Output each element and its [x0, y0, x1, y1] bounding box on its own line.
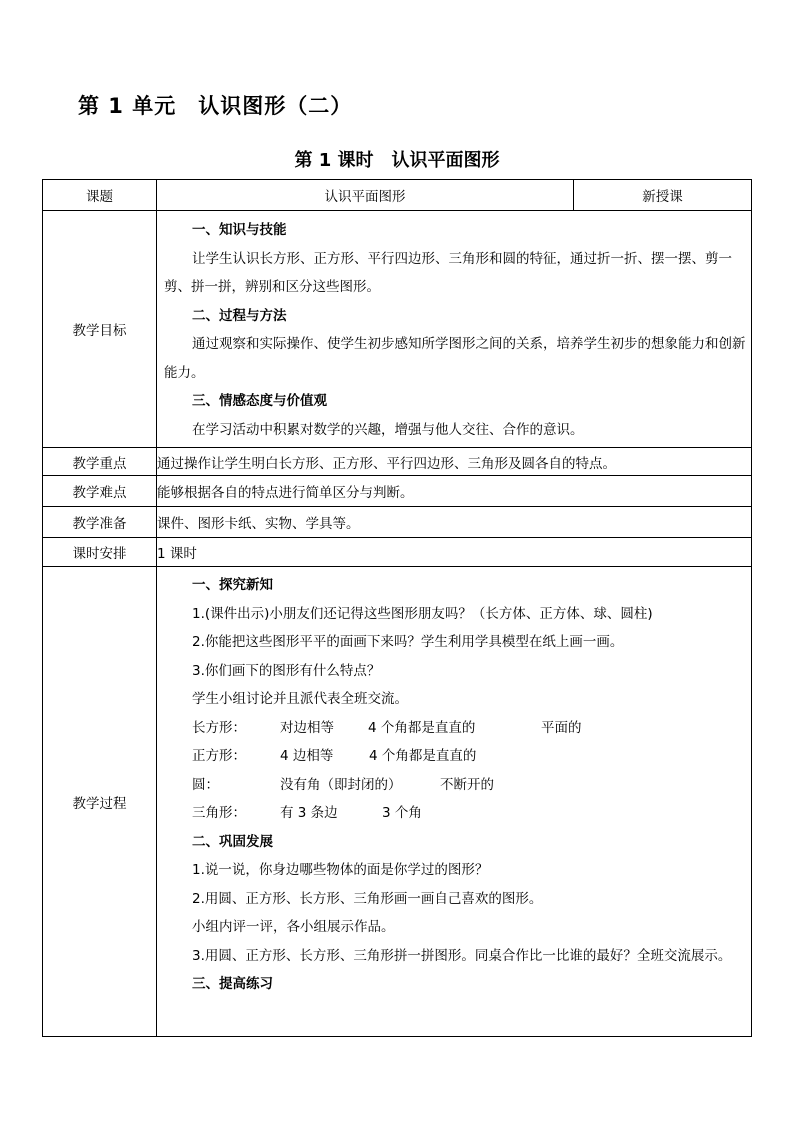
preparation-row: [43, 507, 752, 538]
lesson-type: 新授课: [574, 180, 752, 211]
goals-text-process: 通过观察和实际操作、使学生初步感知所学图形之间的关系，培养学生初步的想象能力和创新能力。: [164, 336, 746, 381]
preparation-value: 课件、图形卡纸、实物、学具等。: [157, 507, 752, 538]
feature-shape-name: 圆：: [192, 776, 219, 793]
process-section-explore: 一、探究新知: [192, 577, 273, 593]
goals-text-knowledge: 让学生认识长方形、正方形、平行四边形、三角形和圆的特征，通过折一折、摆一摆、剪一剪、拼一拼，辨别和区分这些图形。: [164, 250, 732, 295]
feature-row-square: [164, 742, 746, 771]
process-label: 教学过程: [43, 567, 157, 1037]
process-question-2: 2.你能把这些图形平平的面画下来吗？学生利用学具模型在纸上画一画。: [192, 634, 624, 650]
feature-b: 不断开的: [440, 776, 494, 793]
feature-b: 4 个角都是直直的: [368, 719, 476, 736]
difficulty-row: [43, 476, 752, 507]
process-activity-review: 小组内评一评，各小组展示作品。: [192, 919, 395, 935]
preparation-label: 教学准备: [43, 507, 157, 538]
goals-row: [43, 211, 752, 448]
topic-label: 课题: [43, 180, 157, 211]
unit-title: 第 1 单元 认识图形（二）: [78, 94, 353, 118]
topic-value: 认识平面图形: [157, 180, 574, 211]
feature-a: 没有角（即封闭的）: [280, 776, 402, 793]
feature-shape-name: 长方形：: [192, 719, 246, 736]
feature-row-triangle: [164, 799, 746, 828]
feature-a: 有 3 条边: [280, 805, 338, 821]
key-point-label: 教学重点: [43, 448, 157, 476]
feature-shape-name: 三角形：: [192, 805, 246, 821]
goals-text-attitude: 在学习活动中积累对数学的兴趣，增强与他人交往、合作的意识。: [192, 421, 584, 438]
process-section-consolidate: 二、巩固发展: [192, 833, 273, 850]
process-activity-1: 1.说一说，你身边哪些物体的面是你学过的图形？: [192, 862, 489, 878]
lesson-plan-table: [42, 179, 752, 1037]
feature-c: 平面的: [541, 719, 582, 736]
topic-row: [43, 180, 752, 211]
goals-label: 教学目标: [43, 211, 157, 448]
process-question-3: 3.你们画下的图形有什么特点？: [192, 662, 381, 679]
process-content: [157, 567, 752, 1037]
process-discuss: 学生小组讨论并且派代表全班交流。: [192, 691, 408, 707]
schedule-value: 1 课时: [157, 538, 752, 567]
process-section-practice: 三、提高练习: [192, 976, 273, 992]
process-row: [43, 567, 752, 1037]
feature-row-circle: [164, 771, 746, 800]
difficulty-value: 能够根据各自的特点进行简单区分与判断。: [157, 476, 752, 507]
process-question-1: 1.(课件出示)小朋友们还记得这些图形朋友吗？（长方体、正方体、球、圆柱): [192, 605, 653, 622]
schedule-row: [43, 538, 752, 567]
schedule-label: 课时安排: [43, 538, 157, 567]
key-point-value: 通过操作让学生明白长方形、正方形、平行四边形、三角形及圆各自的特点。: [157, 448, 752, 476]
goals-heading-process: 二、过程与方法: [192, 307, 287, 324]
goals-content: [157, 211, 752, 448]
process-activity-3: 3.用圆、正方形、长方形、三角形拼一拼图形。同桌合作比一比谁的最好？全班交流展示。: [192, 947, 732, 964]
process-activity-2: 2.用圆、正方形、长方形、三角形画一画自己喜欢的图形。: [192, 890, 543, 907]
lesson-title: 第 1 课时 认识平面图形: [294, 150, 500, 171]
feature-a: 对边相等: [280, 719, 334, 736]
feature-a: 4 边相等: [280, 748, 334, 764]
feature-shape-name: 正方形：: [192, 748, 246, 764]
difficulty-label: 教学难点: [43, 476, 157, 507]
feature-b: 3 个角: [382, 805, 422, 821]
feature-row-rectangle: [164, 714, 746, 743]
goals-heading-attitude: 三、情感态度与价值观: [192, 393, 327, 409]
feature-b: 4 个角都是直直的: [369, 748, 477, 764]
goals-heading-knowledge: 一、知识与技能: [192, 222, 287, 238]
key-point-row: [43, 448, 752, 476]
